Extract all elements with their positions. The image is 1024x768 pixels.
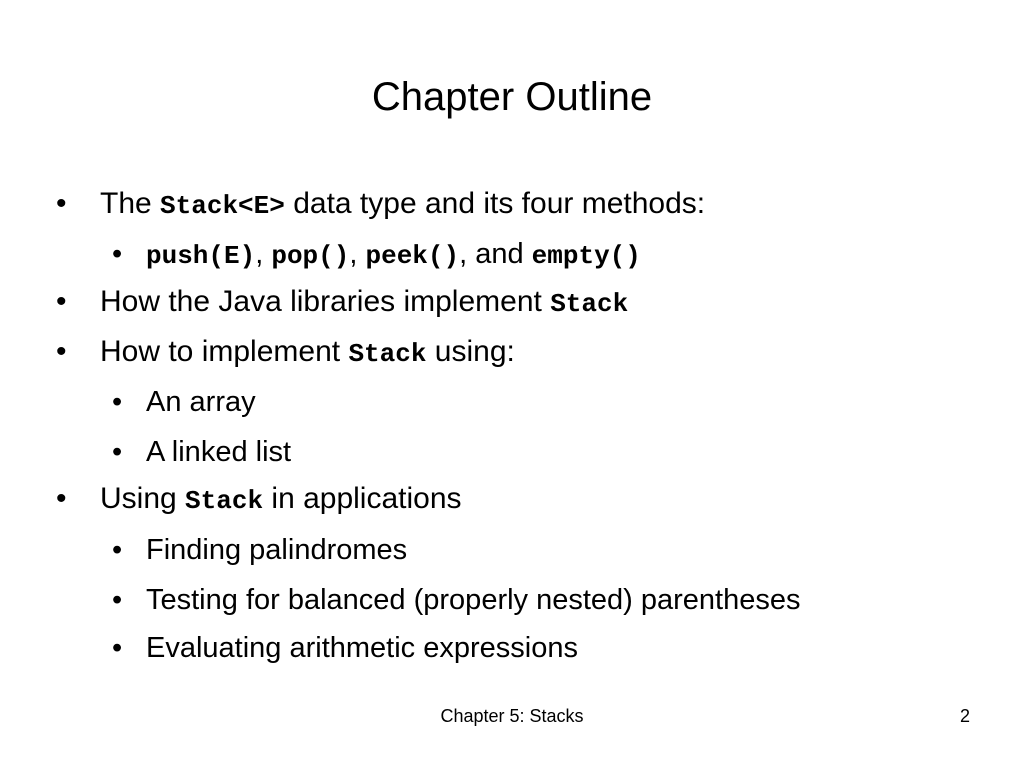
code-push: push(E) bbox=[146, 241, 256, 271]
subbullet-text: A linked list bbox=[146, 436, 292, 468]
subbullet-text: Testing for balanced (properly nested) parentheses bbox=[146, 584, 801, 616]
code-pop: pop() bbox=[271, 241, 350, 271]
bullet-stack-data-type bbox=[56, 186, 705, 224]
subbullet-arithmetic bbox=[112, 630, 578, 666]
bullet-marker: • bbox=[112, 584, 123, 616]
bullet-marker: • bbox=[112, 238, 123, 270]
subbullet-text: An array bbox=[146, 386, 256, 418]
subbullet-text: Evaluating arithmetic expressions bbox=[146, 632, 578, 664]
bullet-text-post: in applications bbox=[263, 482, 462, 515]
separator: , bbox=[349, 238, 366, 270]
bullet-marker: • bbox=[56, 335, 67, 368]
bullet-marker: • bbox=[112, 386, 123, 418]
code-peek: peek() bbox=[365, 241, 460, 271]
slide-title: Chapter Outline bbox=[371, 75, 653, 119]
footer-page-number: 2 bbox=[959, 706, 970, 726]
bullet-marker: • bbox=[112, 534, 123, 566]
subbullet-text: Finding palindromes bbox=[146, 534, 408, 566]
subbullet-parentheses bbox=[112, 582, 801, 618]
bullet-marker: • bbox=[56, 482, 67, 515]
subbullet-methods bbox=[112, 236, 641, 274]
code-empty: empty() bbox=[531, 241, 641, 271]
subbullet-linked-list bbox=[112, 434, 291, 470]
bullet-using-stack bbox=[56, 481, 462, 519]
bullet-text-pre: How the Java libraries implement bbox=[100, 285, 551, 318]
code-stack: Stack bbox=[185, 486, 264, 516]
subbullet-array bbox=[112, 384, 256, 420]
bullet-marker: • bbox=[112, 632, 123, 664]
code-stack-e: Stack<E> bbox=[160, 191, 285, 221]
bullet-java-libraries bbox=[56, 284, 628, 322]
bullet-text-post: data type and its four methods: bbox=[284, 187, 706, 220]
bullet-how-to-implement bbox=[56, 334, 515, 372]
bullet-text-pre: How to implement bbox=[100, 335, 349, 368]
bullet-text-pre: The bbox=[100, 187, 161, 220]
footer-chapter-label: Chapter 5: Stacks bbox=[440, 706, 584, 726]
separator: , bbox=[255, 238, 272, 270]
bullet-text-post: using: bbox=[426, 335, 515, 368]
bullet-marker: • bbox=[56, 187, 67, 220]
bullet-marker: • bbox=[112, 436, 123, 468]
separator: , and bbox=[459, 238, 532, 270]
code-stack: Stack bbox=[550, 289, 629, 319]
subbullet-palindromes bbox=[112, 532, 407, 568]
bullet-text-pre: Using bbox=[100, 482, 186, 515]
code-stack: Stack bbox=[348, 339, 427, 369]
bullet-marker: • bbox=[56, 285, 67, 318]
